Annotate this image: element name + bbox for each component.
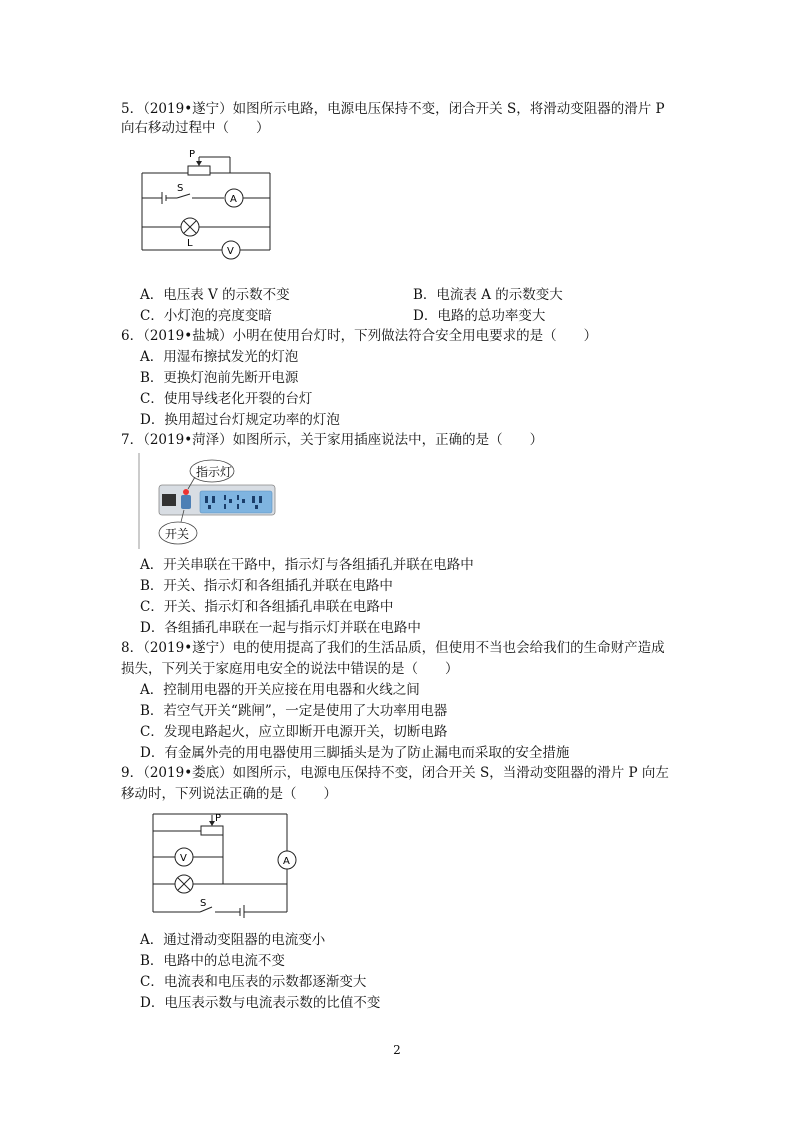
q8-stem-line1: 8．（2019•遂宁）电的使用提高了我们的生活品质，但使用不当也会给我们的生命财产造成 [121, 640, 665, 656]
q7-label-indicator: 指示灯 [196, 465, 233, 479]
q8-option-c: C．发现电路起火，应立即断开电源开关，切断电路 [140, 724, 448, 740]
q5-option-d: D．电路的总功率变大 [413, 308, 546, 324]
q9-option-c: C．电流表和电压表的示数都逐渐变大 [140, 974, 367, 990]
page-number: 2 [393, 1043, 401, 1057]
q5-stem-line1: 5．（2019•遂宁）如图所示电路，电源电压保持不变，闭合开关 S，将滑动变阻器的滑片 P [121, 101, 665, 117]
q6-option-c: C．使用导线老化开裂的台灯 [140, 391, 313, 407]
q5-label-p: P [189, 149, 196, 160]
q9-label-s: S [200, 898, 207, 909]
q9-label-p: P [215, 813, 222, 824]
q9-stem-line2: 移动时，下列说法正确的是（ ） [121, 786, 337, 802]
q9-circuit-figure [145, 808, 300, 918]
q9-label-v: V [180, 853, 187, 864]
q5-stem-line2: 向右移动过程中（ ） [121, 120, 270, 136]
q5-circuit-figure [130, 145, 280, 270]
q8-option-d: D．有金属外壳的用电器使用三脚插头是为了防止漏电而采取的安全措施 [140, 745, 570, 761]
q9-stem-line1: 9．（2019•娄底）如图所示，电源电压保持不变，闭合开关 S，当滑动变阻器的滑片 P 向左 [121, 765, 669, 781]
q6-option-a: A．用湿布擦拭发光的灯泡 [140, 349, 299, 365]
q7-label-switch: 开关 [165, 527, 190, 541]
q7-option-c: C．开关、指示灯和各组插孔串联在电路中 [140, 599, 394, 615]
q5-label-a: A [230, 194, 237, 205]
q6-option-b: B．更换灯泡前先断开电源 [140, 370, 299, 386]
q7-stem: 7．（2019•菏泽）如图所示，关于家用插座说法中，正确的是（ ） [121, 432, 544, 448]
q7-power-strip-figure [137, 453, 282, 549]
q8-stem-line2: 损失，下列关于家庭用电安全的说法中错误的是（ ） [121, 661, 459, 677]
q5-option-a: A．电压表 V 的示数不变 [140, 287, 290, 303]
q9-option-d: D．电压表示数与电流表示数的比值不变 [140, 995, 381, 1011]
q8-option-b: B．若空气开关“跳闸”，一定是使用了大功率用电器 [140, 703, 448, 719]
q5-option-c: C．小灯泡的亮度变暗 [140, 308, 272, 324]
q5-label-v: V [227, 246, 234, 257]
q7-option-b: B．开关、指示灯和各组插孔并联在电路中 [140, 578, 393, 594]
switch-button [181, 495, 191, 509]
q7-option-d: D．各组插孔串联在一起与指示灯并联在电路中 [140, 620, 421, 636]
q9-option-b: B．电路中的总电流不变 [140, 953, 285, 969]
q5-label-s: S [177, 183, 184, 194]
rheostat-symbol [201, 826, 223, 835]
q5-option-b: B．电流表 A 的示数变大 [413, 287, 563, 303]
q5-label-l: L [187, 238, 193, 249]
q9-option-a: A．通过滑动变阻器的电流变小 [140, 932, 326, 948]
q6-option-d: D．换用超过台灯规定功率的灯泡 [140, 412, 340, 428]
q9-label-a: A [283, 856, 290, 867]
q6-stem: 6．（2019•盐城）小明在使用台灯时，下列做法符合安全用电要求的是（ ） [121, 328, 598, 344]
q7-option-a: A．开关串联在干路中，指示灯与各组插孔并联在电路中 [140, 557, 474, 573]
indicator-light [183, 489, 189, 495]
rheostat-symbol [188, 166, 210, 175]
q8-option-a: A．控制用电器的开关应接在用电器和火线之间 [140, 682, 420, 698]
